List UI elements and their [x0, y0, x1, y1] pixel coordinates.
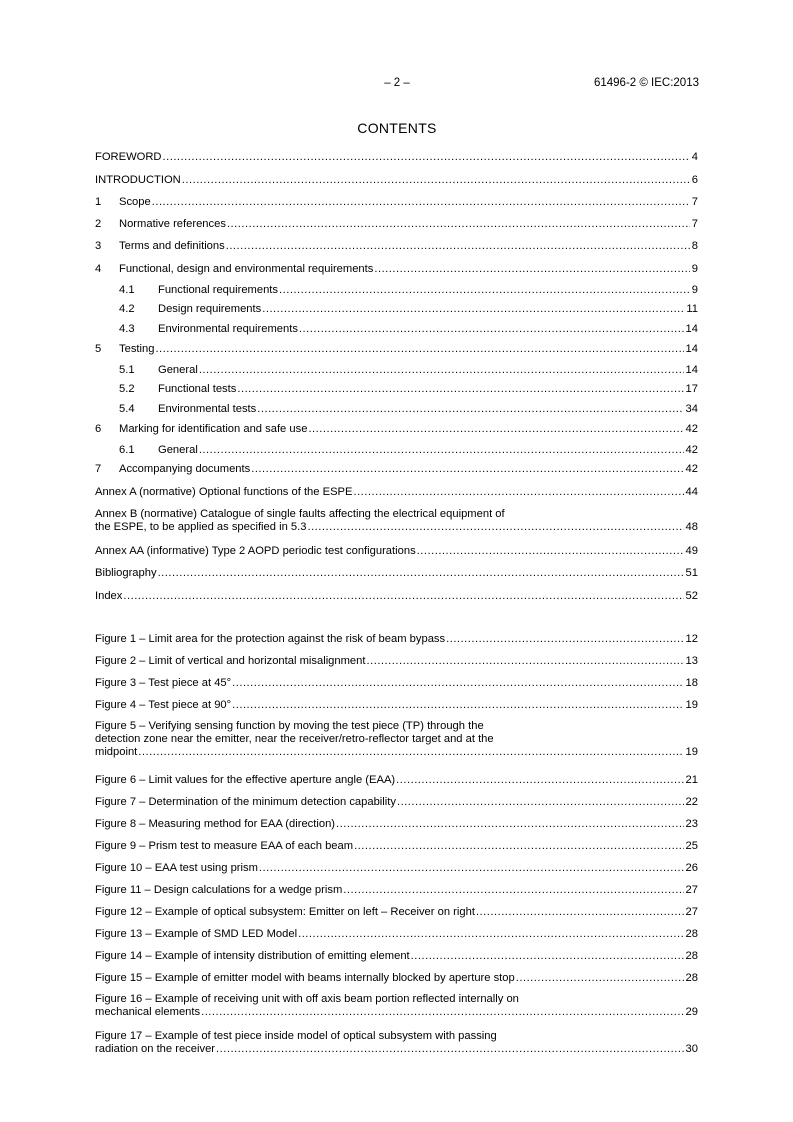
toc-entry-label: Functional requirements — [158, 284, 279, 296]
toc-entry-page: 9 — [691, 284, 698, 296]
toc-entry-page: 17 — [685, 383, 698, 395]
toc-entry[interactable] — [95, 463, 698, 476]
toc-entry-page: 42 — [685, 463, 698, 475]
figure-entry-label: Figure 2 – Limit of vertical and horizontal misalignment — [95, 655, 366, 667]
figure-entry-page: 28 — [685, 928, 698, 940]
toc-entry[interactable] — [95, 508, 698, 534]
figure-entry-label: mechanical elements — [95, 1006, 201, 1018]
toc-entry-page: 6 — [691, 174, 698, 186]
figure-entry-page: 19 — [685, 746, 698, 758]
toc-entry-page: 7 — [691, 218, 698, 230]
figure-entry[interactable] — [95, 862, 698, 875]
toc-entry[interactable] — [95, 240, 698, 253]
toc-entry[interactable] — [95, 196, 698, 209]
toc-entry[interactable] — [95, 218, 698, 231]
toc-entry-page: 44 — [685, 486, 698, 498]
figure-entry[interactable] — [95, 774, 698, 787]
figure-entry-label: Figure 3 – Test piece at 45° — [95, 677, 232, 689]
toc-entry-page: 42 — [685, 423, 698, 435]
figure-entry-label: Figure 6 – Limit values for the effective aperture angle (EAA) — [95, 774, 396, 786]
toc-entry-label: General — [158, 444, 198, 456]
figure-entry-page: 26 — [685, 862, 698, 874]
figure-entry[interactable] — [95, 796, 698, 809]
toc-entry-label: Normative references — [119, 218, 226, 230]
figure-entry[interactable] — [95, 972, 698, 985]
toc-entry-label: Marking for identification and safe use — [119, 423, 308, 435]
toc-subentry[interactable] — [95, 284, 698, 297]
toc-entry[interactable] — [95, 263, 698, 276]
toc-entry-label: Scope — [119, 196, 151, 208]
figure-entry-page: 29 — [685, 1006, 698, 1018]
figure-entry[interactable] — [95, 699, 698, 712]
toc-entry[interactable] — [95, 590, 698, 603]
toc-entry-page: 7 — [691, 196, 698, 208]
toc-entry-label: Terms and definitions — [119, 240, 225, 252]
figure-entry-page: 19 — [685, 699, 698, 711]
figure-entry-label: Figure 11 – Design calculations for a wedge prism — [95, 884, 343, 896]
figure-entry-label: Figure 4 – Test piece at 90° — [95, 699, 232, 711]
figure-entry[interactable] — [95, 655, 698, 668]
toc-entry-number: 3 — [95, 240, 102, 252]
toc-entry[interactable] — [95, 486, 698, 499]
toc-subentry[interactable] — [95, 403, 698, 416]
toc-entry-label: Environmental requirements — [158, 323, 298, 335]
toc-entry-label: INTRODUCTION — [95, 174, 181, 186]
toc-entry-page: 51 — [685, 567, 698, 579]
toc-entry-label-line: Annex B (normative) Catalogue of single faults affecting the electrical equipment of — [95, 508, 505, 520]
figure-entry[interactable] — [95, 1030, 698, 1056]
toc-entry-number: 5 — [95, 343, 102, 355]
figure-entry-page: 30 — [685, 1043, 698, 1055]
figure-entry-label: Figure 7 – Determination of the minimum detection capability — [95, 796, 396, 808]
page-title: CONTENTS — [357, 120, 437, 136]
toc-entry[interactable] — [95, 423, 698, 436]
toc-subentry[interactable] — [95, 383, 698, 396]
toc-entry-page: 4 — [691, 151, 698, 163]
figure-entry-label: Figure 15 – Example of emitter model with beams internally blocked by aperture stop — [95, 972, 515, 984]
figure-entry[interactable] — [95, 884, 698, 897]
table-of-contents — [95, 0, 698, 1122]
page-number: – 2 – — [384, 77, 410, 89]
toc-entry-page: 8 — [691, 240, 698, 252]
toc-entry-page: 9 — [691, 263, 698, 275]
figure-entry-label: radiation on the receiver — [95, 1043, 216, 1055]
toc-entry-number: 6.1 — [119, 444, 135, 456]
figure-entry-page: 21 — [685, 774, 698, 786]
figure-entry-label-line: Figure 17 – Example of test piece inside model of optical subsystem with passing — [95, 1030, 497, 1042]
figure-entry-page: 18 — [685, 677, 698, 689]
toc-entry-page: 34 — [685, 403, 698, 415]
figure-entry[interactable] — [95, 928, 698, 941]
toc-entry-label: Bibliography — [95, 567, 157, 579]
toc-entry-label: Environmental tests — [158, 403, 257, 415]
toc-entry-number: 4.3 — [119, 323, 135, 335]
toc-entry-page: 14 — [685, 323, 698, 335]
figure-entry-page: 12 — [685, 633, 698, 645]
toc-entry-page: 14 — [685, 364, 698, 376]
toc-entry-number: 4.2 — [119, 303, 135, 315]
toc-entry-number: 6 — [95, 423, 102, 435]
toc-entry[interactable] — [95, 174, 698, 187]
toc-entry-label: Annex AA (informative) Type 2 AOPD periodic test configurations — [95, 545, 416, 557]
toc-entry-number: 1 — [95, 196, 102, 208]
toc-entry-page: 14 — [685, 343, 698, 355]
toc-entry-number: 5.2 — [119, 383, 135, 395]
toc-entry-label: Index — [95, 590, 123, 602]
figure-entry-page: 23 — [685, 818, 698, 830]
figure-entry-label: Figure 14 – Example of intensity distribution of emitting element — [95, 950, 410, 962]
figure-entry-page: 13 — [685, 655, 698, 667]
figure-entry-label: Figure 8 – Measuring method for EAA (direction) — [95, 818, 336, 830]
toc-subentry[interactable] — [95, 364, 698, 377]
toc-entry-label: Design requirements — [158, 303, 262, 315]
figure-entry-label-line: detection zone near the emitter, near the receiver/retro-reflector target and at the — [95, 733, 494, 745]
toc-subentry[interactable] — [95, 444, 698, 457]
figure-entry-label-line: Figure 16 – Example of receiving unit with off axis beam portion reflected internally on — [95, 993, 519, 1005]
figure-entry[interactable] — [95, 906, 698, 919]
toc-entry-label: FOREWORD — [95, 151, 162, 163]
figure-entry[interactable] — [95, 950, 698, 963]
toc-entry-number: 5.4 — [119, 403, 135, 415]
toc-entry-label: the ESPE, to be applied as specified in 5.3 — [95, 521, 307, 533]
figure-entry[interactable] — [95, 720, 698, 759]
toc-subentry[interactable] — [95, 323, 698, 336]
figure-entry[interactable] — [95, 818, 698, 831]
figure-entry-page: 22 — [685, 796, 698, 808]
figure-entry-page: 27 — [685, 884, 698, 896]
figure-entry-page: 28 — [685, 950, 698, 962]
figure-entry-label: Figure 9 – Prism test to measure EAA of each beam — [95, 840, 354, 852]
figure-entry-label: midpoint — [95, 746, 138, 758]
toc-entry[interactable] — [95, 151, 698, 164]
toc-entry-label: Testing — [119, 343, 155, 355]
figure-entry-label-line: Figure 5 – Verifying sensing function by moving the test piece (TP) through the — [95, 720, 484, 732]
toc-entry[interactable] — [95, 567, 698, 580]
figure-entry-label: Figure 12 – Example of optical subsystem: Emitter on left – Receiver on right — [95, 906, 475, 918]
toc-entry-label: General — [158, 364, 198, 376]
figure-entry[interactable] — [95, 840, 698, 853]
toc-entry-page: 48 — [685, 521, 698, 533]
figure-entry-page: 28 — [685, 972, 698, 984]
toc-entry-label: Functional tests — [158, 383, 237, 395]
toc-entry-page: 52 — [685, 590, 698, 602]
figure-entry[interactable] — [95, 633, 698, 646]
toc-entry-page: 11 — [686, 303, 698, 315]
document-id: 61496-2 © IEC:2013 — [593, 77, 699, 89]
toc-entry-label: Annex A (normative) Optional functions of the ESPE — [95, 486, 353, 498]
figure-entry-page: 27 — [685, 906, 698, 918]
figure-entry-page: 25 — [685, 840, 698, 852]
toc-entry-label: Functional, design and environmental requirements — [119, 263, 374, 275]
toc-entry-page: 49 — [685, 545, 698, 557]
toc-subentry[interactable] — [95, 303, 698, 316]
toc-entry[interactable] — [95, 343, 698, 356]
figure-entry[interactable] — [95, 993, 698, 1019]
toc-entry-number: 5.1 — [119, 364, 135, 376]
toc-entry-page: 42 — [685, 444, 698, 456]
figure-entry-label: Figure 1 – Limit area for the protection against the risk of beam bypass — [95, 633, 446, 645]
toc-entry-number: 7 — [95, 463, 102, 475]
toc-entry-number: 2 — [95, 218, 102, 230]
figure-entry[interactable] — [95, 677, 698, 690]
figure-entry-label: Figure 10 – EAA test using prism — [95, 862, 258, 874]
toc-entry[interactable] — [95, 545, 698, 558]
toc-entry-number: 4.1 — [119, 284, 135, 296]
figure-entry-label: Figure 13 – Example of SMD LED Model — [95, 928, 298, 940]
toc-entry-number: 4 — [95, 263, 102, 275]
toc-entry-label: Accompanying documents — [119, 463, 251, 475]
